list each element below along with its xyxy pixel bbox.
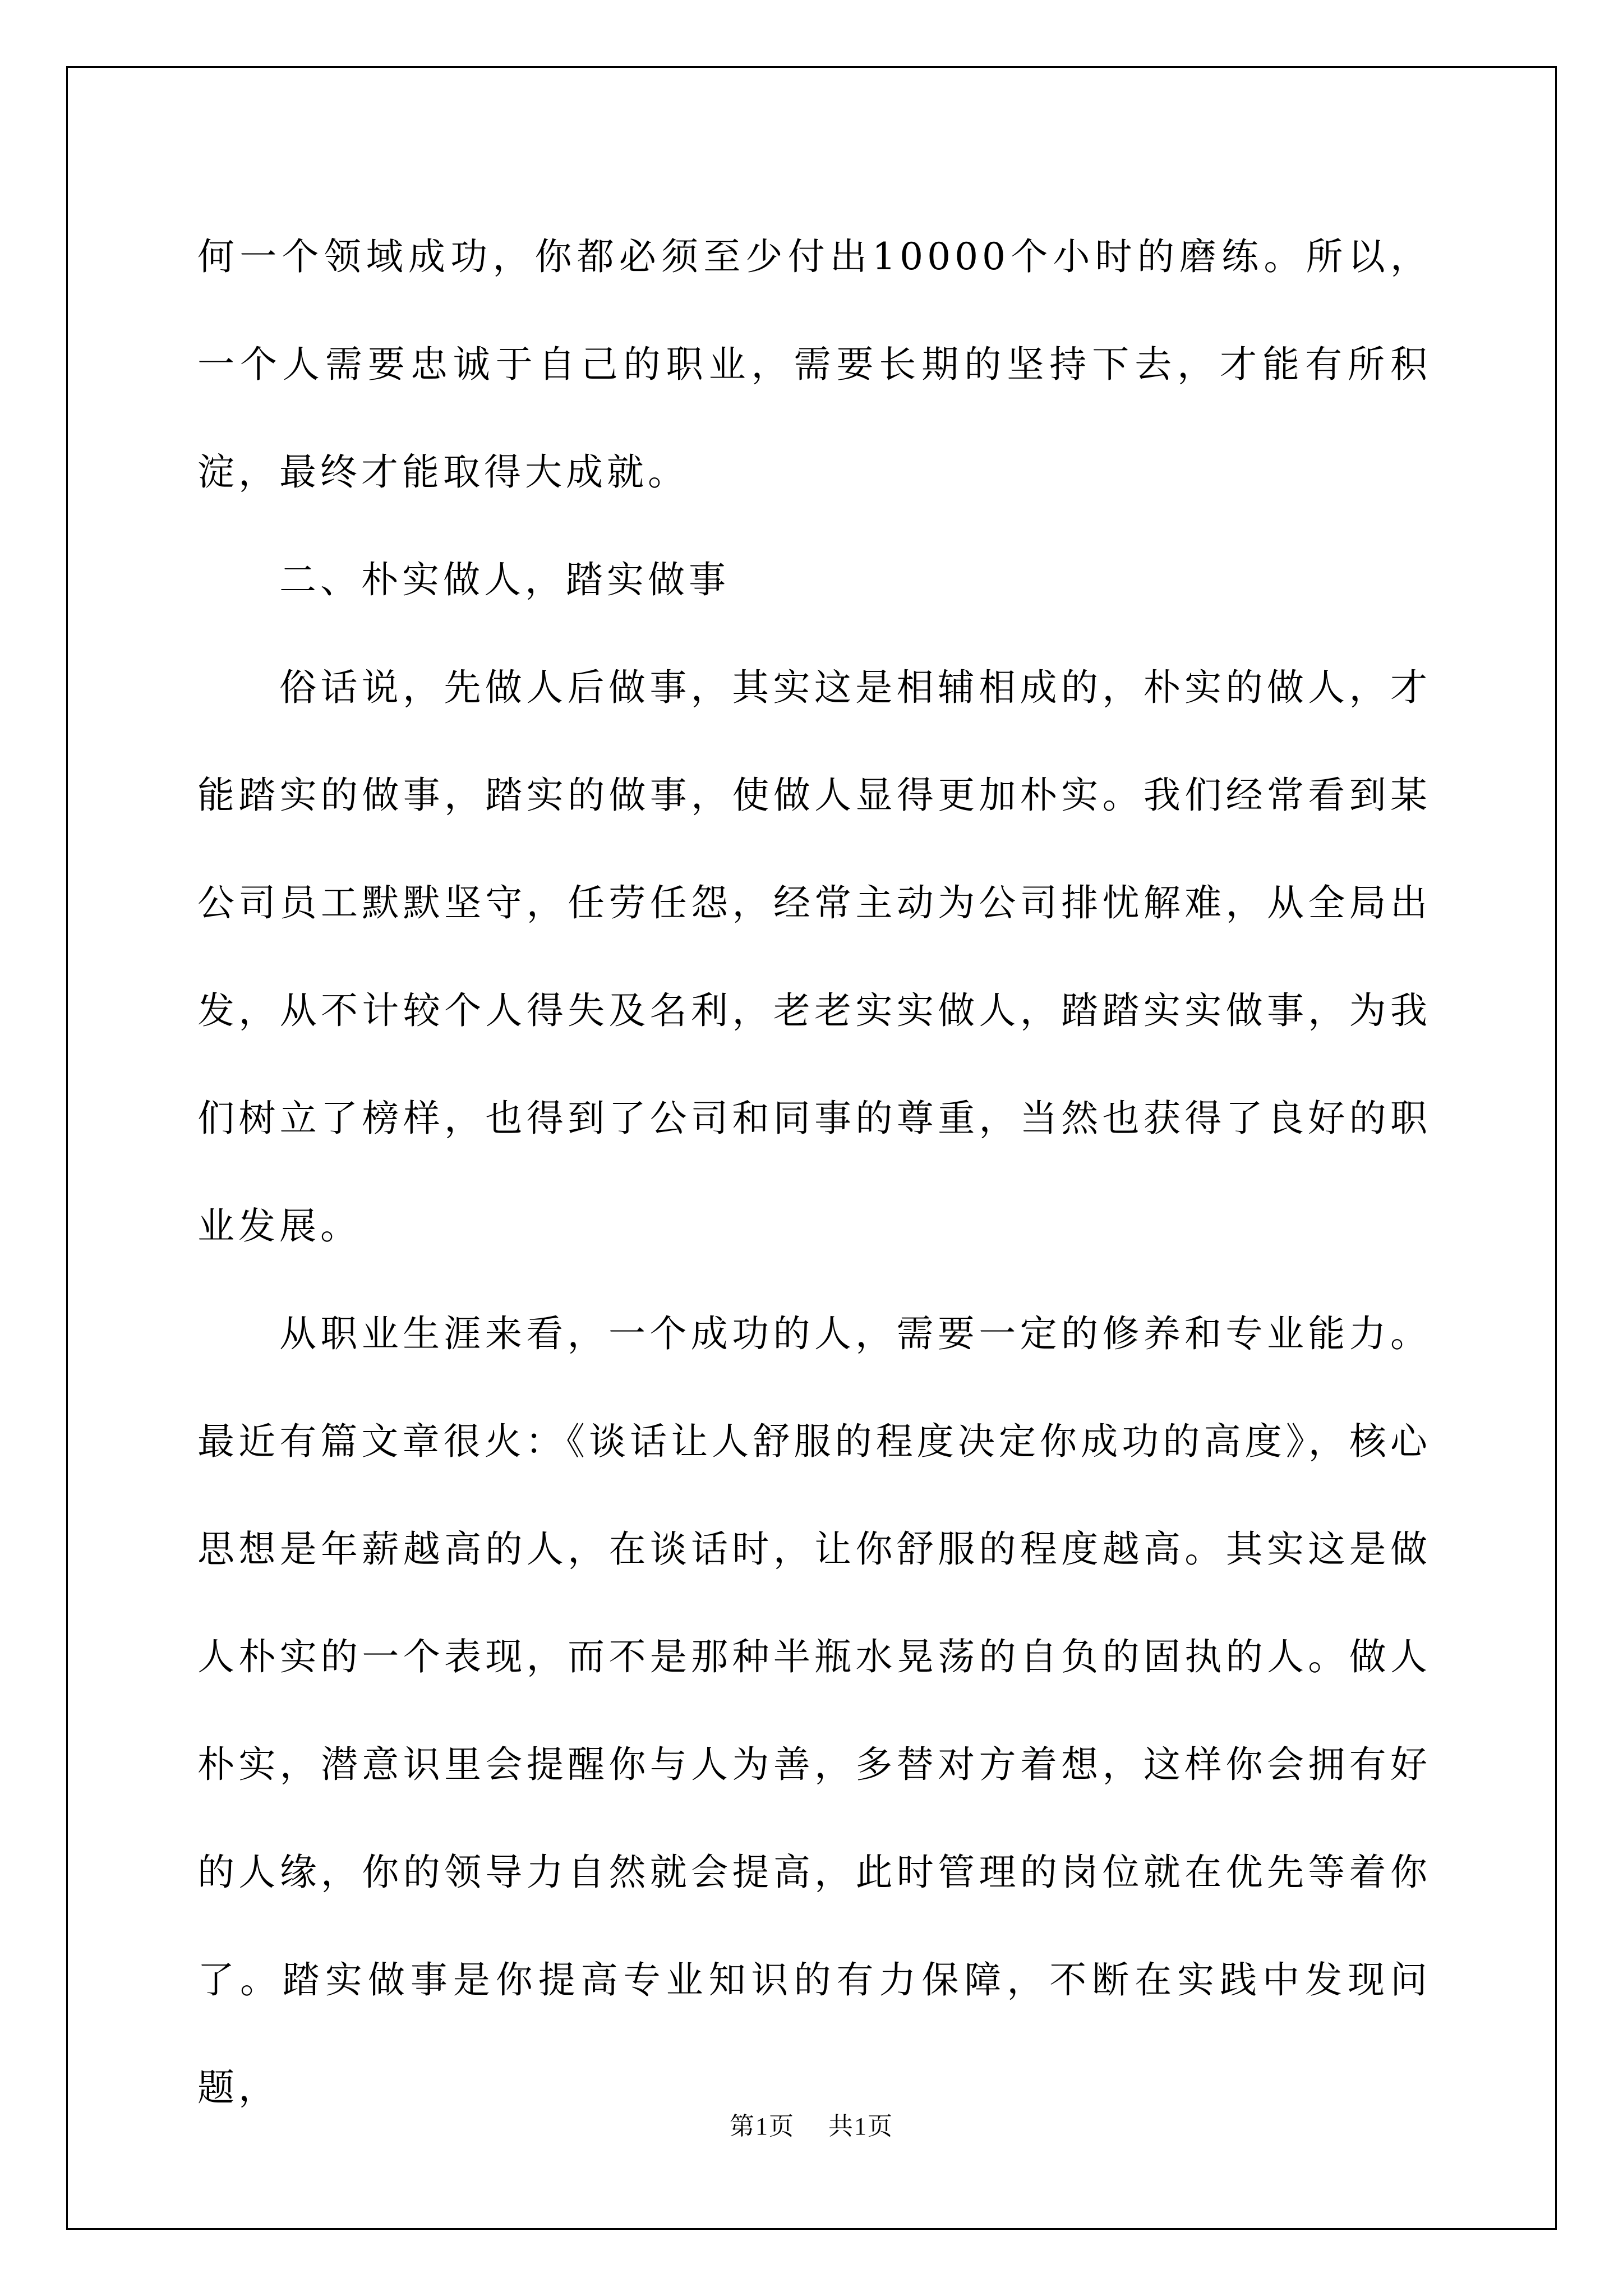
paragraph-career: 从职业生涯来看，一个成功的人，需要一定的修养和专业能力。最近有篇文章很火：《谈话让人舒服的程度决定你成功的高度》，核心思想是年薪越高的人，在谈话时，让你舒服的程度越高。其实这是做人朴实的一个表现，而不是那种半瓶水晃荡的自负的固执的人。做人朴实，潜意识里会提醒你与人为善，多替对方着想，这样你会拥有好的人缘，你的领导力自然就会提高，此时管理的岗位就在优先等着你了。踏实做事是你提高专业知识的有力保障，不断在实践中发现问题， — [197, 1312, 1431, 2109]
paragraph-continuation: 何一个领域成功，你都必须至少付出10000个小时的磨练。所以，一个人需要忠诚于自己的职业，需要长期的坚持下去，才能有所积淀，最终才能取得大成就。 — [197, 235, 1431, 494]
page-number: 第1页 — [730, 2113, 795, 2140]
paragraph-proverb: 俗话说，先做人后做事，其实这是相辅相成的，朴实的做人，才能踏实的做事，踏实的做事，使做人显得更加朴实。我们经常看到某公司员工默默坚守，任劳任怨，经常主动为公司排忧解难，从全局出发，从不计较个人得失及名利，老老实实做人，踏踏实实做事，为我们树立了榜样，也得到了公司和同事的尊重，当然也获得了良好的职业发展。 — [197, 666, 1431, 1248]
section-heading: 二、朴实做人，踏实做事 — [279, 558, 730, 601]
document-body — [197, 203, 1431, 2142]
page-footer — [0, 2106, 1623, 2142]
page-total: 共1页 — [828, 2113, 893, 2140]
